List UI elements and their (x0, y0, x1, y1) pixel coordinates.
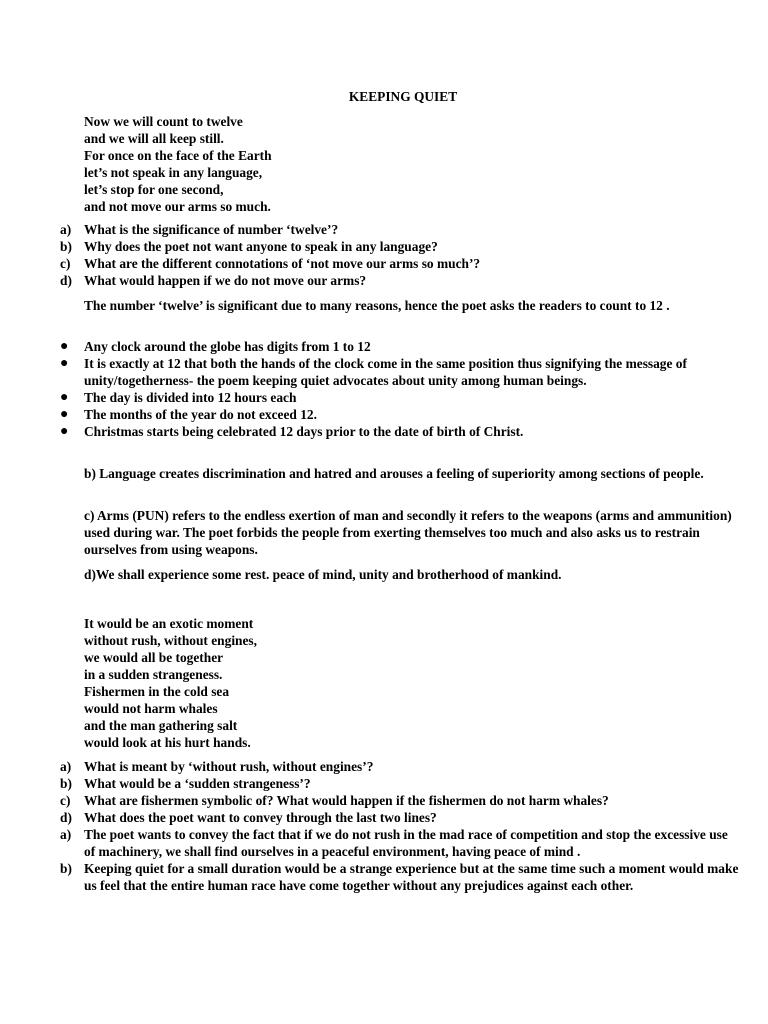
list-item (60, 272, 740, 289)
question-text: Why does the poet not want anyone to speak in any language? (84, 239, 438, 254)
list-marker: a) (60, 827, 72, 842)
list-item (60, 809, 740, 826)
poem-stanza-2 (84, 615, 734, 751)
question-text: What would happen if we do not move our arms? (84, 273, 367, 288)
list-marker: a) (60, 222, 72, 237)
poem-line: Now we will count to twelve (84, 114, 243, 129)
poem-line: in a sudden strangeness. (84, 667, 223, 682)
answer-text: Keeping quiet for a small duration would be a strange experience but at the same time such a moment would make us feel that the entire human race have come together without any prejudices against each other. (84, 861, 739, 893)
poem-line: we would all be together (84, 650, 224, 665)
bullet-icon: ● (60, 390, 69, 405)
bullet-text: It is exactly at 12 that both the hands of the clock come in the same position thus signifying the message of unity/togetherness- the poem keeping quiet advocates about unity among human beings. (84, 356, 687, 388)
list-item (60, 758, 740, 775)
list-marker: b) (60, 861, 72, 876)
poem-line: without rush, without engines, (84, 633, 257, 648)
list-marker: c) (60, 256, 71, 271)
bullet-icon: ● (60, 356, 69, 371)
list-marker: d) (60, 810, 72, 825)
question-text: What is the significance of number ‘twelve’? (84, 222, 339, 237)
list-marker: c) (60, 793, 71, 808)
bullet-text: Christmas starts being celebrated 12 days prior to the date of birth of Christ. (84, 424, 524, 439)
list-item (60, 792, 740, 809)
question-text: What are the different connotations of ‘not move our arms so much’? (84, 256, 481, 271)
poem-line: would not harm whales (84, 701, 218, 716)
question-list-1 (60, 221, 740, 289)
list-marker: a) (60, 759, 72, 774)
bullet-icon: ● (60, 407, 69, 422)
list-item (60, 221, 740, 238)
poem-line: let’s stop for one second, (84, 182, 224, 197)
bullet-icon: ● (60, 424, 69, 439)
answer-b: b) Language creates discrimination and hatred and arouses a feeling of superiority among sections of people. (84, 466, 704, 481)
answer-d: d)We shall experience some rest. peace of mind, unity and brotherhood of mankind. (84, 567, 562, 582)
bullet-text: The months of the year do not exceed 12. (84, 407, 317, 422)
bullet-text: Any clock around the globe has digits from 1 to 12 (84, 339, 371, 354)
poem-stanza-1 (84, 113, 734, 215)
list-item (60, 406, 740, 423)
list-item (60, 338, 740, 355)
question-text: What does the poet want to convey through the last two lines? (84, 810, 437, 825)
list-item (60, 826, 740, 860)
question-text: What are fishermen symbolic of? What would happen if the fishermen do not harm whales? (84, 793, 609, 808)
bullet-list (60, 338, 740, 440)
answer-text: The poet wants to convey the fact that if we do not rush in the mad race of competition and stop the excessive use of machinery, we shall find ourselves in a peaceful environment, having peace of mind . (84, 827, 728, 859)
poem-line: would look at his hurt hands. (84, 735, 251, 750)
poem-line: For once on the face of the Earth (84, 148, 272, 163)
list-item (60, 775, 740, 792)
list-item (60, 238, 740, 255)
answer-c: c) Arms (PUN) refers to the endless exertion of man and secondly it refers to the weapons (arms and ammunition) used during war. The poet forbids the people from exerting themselves too much and also asks us to restrain ourselves from using weapons. (84, 508, 732, 557)
poem-line: Fishermen in the cold sea (84, 684, 230, 699)
bullet-text: The day is divided into 12 hours each (84, 390, 297, 405)
poem-line: and the man gathering salt (84, 718, 238, 733)
poem-line: let’s not speak in any language, (84, 165, 263, 180)
list-marker: b) (60, 239, 72, 254)
answer-a-intro: The number ‘twelve’ is significant due to many reasons, hence the poet asks the readers to count to 12 . (84, 298, 670, 313)
list-item (60, 389, 740, 406)
poem-line: and we will all keep still. (84, 131, 224, 146)
list-item (60, 860, 740, 894)
bullet-icon: ● (60, 339, 69, 354)
question-text: What would be a ‘sudden strangeness’? (84, 776, 311, 791)
list-marker: d) (60, 273, 72, 288)
list-item (60, 255, 740, 272)
page-title: KEEPING QUIET (348, 89, 458, 104)
list-marker: b) (60, 776, 72, 791)
poem-line: and not move our arms so much. (84, 199, 271, 214)
question-text: What is meant by ‘without rush, without engines’? (84, 759, 374, 774)
list-item (60, 355, 740, 389)
list-item (60, 423, 740, 440)
poem-line: It would be an exotic moment (84, 616, 254, 631)
question-list-2 (60, 758, 740, 894)
